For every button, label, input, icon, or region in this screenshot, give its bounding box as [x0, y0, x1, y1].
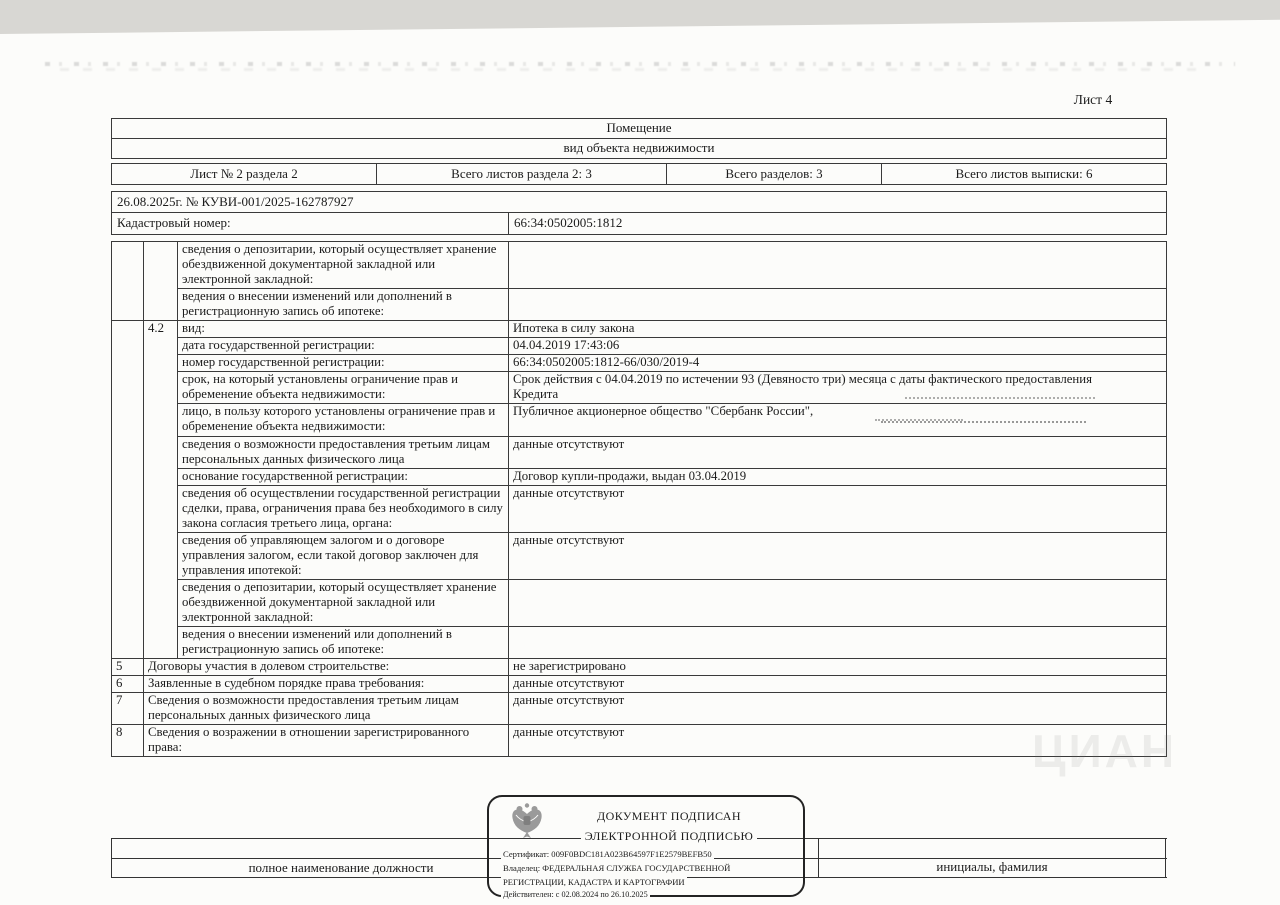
digital-signature-stamp	[487, 795, 805, 897]
redaction-marks	[905, 397, 1095, 399]
row-value: 66:34:0502005:1812-66/030/2019-4	[509, 354, 1166, 371]
row-label: ведения о внесении изменений или дополнений в регистрационную запись об ипотеке:	[178, 626, 509, 658]
row-label: лицо, в пользу которого установлены ограничение прав и обременение объекта недвижимости:	[178, 403, 509, 436]
object-type-table	[111, 118, 1167, 159]
row-value: Ипотека в силу закона	[513, 321, 635, 335]
row-value: данные отсутствуют	[509, 532, 1166, 579]
row-label: номер государственной регистрации:	[178, 354, 509, 371]
row-number-cell	[112, 242, 144, 320]
row-value-text: Срок действия с 04.04.2019 по истечении 93 (Девяносто три) месяца с даты фактического предоставления Кредита	[513, 372, 1092, 401]
russia-coat-of-arms-icon	[509, 802, 545, 846]
row-value: не зарегистрировано	[513, 659, 626, 673]
sheet-info-cell: Всего листов выписки: 6	[881, 164, 1166, 184]
object-type: Помещение	[606, 120, 672, 135]
name-caption: инициалы, фамилия	[936, 859, 1048, 874]
row-label: дата государственной регистрации:	[178, 337, 509, 354]
object-type-caption: вид объекта недвижимости	[112, 138, 1166, 158]
row-label: сведения о возможности предоставления третьим лицам персональных данных физического лица	[178, 436, 509, 468]
row-number-cell	[112, 321, 144, 658]
sheet-info-row	[111, 163, 1167, 185]
row-label: сведения о депозитарии, который осуществляет хранение обездвиженной документарной закладной или электронной закладной:	[178, 242, 509, 288]
sheet-info-cell: Всего разделов: 3	[666, 164, 881, 184]
sheet-info-cell: Лист № 2 раздела 2	[190, 166, 298, 181]
scan-top-edge	[0, 0, 1280, 34]
stamp-certificate: Сертификат: 009F0BDC181A023B64597F1E2579BEFB50	[503, 849, 712, 859]
sheet-info-cell: Всего листов раздела 2: 3	[376, 164, 666, 184]
row-value	[509, 403, 1166, 436]
row-label: сведения об осуществлении государственной регистрации сделки, права, ограничения права без необходимого в силу закона согласия третьего лица, органа:	[178, 485, 509, 532]
row-value: 04.04.2019 17:43:06	[509, 337, 1166, 354]
redaction-marks	[881, 421, 1086, 423]
row-value: данные отсутствуют	[513, 693, 625, 707]
cadastral-value: 66:34:0502005:1812	[514, 215, 623, 230]
table-section-continuation	[112, 242, 1166, 320]
row-value: данные отсутствуют	[513, 676, 625, 690]
cadastral-number-row	[112, 212, 1166, 234]
row-number: 7	[112, 693, 144, 724]
scan-noise-streak	[45, 62, 1235, 66]
stamp-validity: Действителен: с 02.08.2024 по 26.10.2025	[503, 890, 648, 899]
row-number: 8	[112, 725, 144, 756]
main-table	[111, 241, 1167, 757]
row-value-text: Публичное акционерное общество "Сбербанк России",	[513, 404, 814, 418]
stamp-title-line2: ЭЛЕКТРОННОЙ ПОДПИСЬЮ	[541, 829, 797, 844]
section-number: 4.2	[144, 321, 178, 658]
row-subnumber-cell	[144, 242, 178, 320]
extract-request-line: 26.08.2025г. № КУВИ-001/2025-162787927	[117, 194, 354, 209]
row-label: вид:	[178, 321, 509, 337]
sheet-number: Лист 4	[1073, 92, 1113, 107]
row-label: основание государственной регистрации:	[178, 468, 509, 485]
watermark: ЦИАН	[1032, 725, 1178, 777]
row-label: Сведения о возможности предоставления третьим лицам персональных данных физического лица	[144, 693, 509, 724]
row-label: Сведения о возражении в отношении зарегистрированного права:	[144, 725, 509, 756]
row-label: сведения об управляющем залогом и о договоре управления залогом, если такой договор заключен для управления ипотекой:	[178, 532, 509, 579]
row-value	[509, 579, 1166, 626]
row-label: ведения о внесении изменений или дополнений в регистрационную запись об ипотеке:	[178, 288, 509, 320]
table-row	[112, 675, 1166, 692]
row-value: данные отсутствуют	[509, 485, 1166, 532]
scan-noise-streak	[60, 68, 1210, 71]
stamp-owner-line2: РЕГИСТРАЦИИ, КАДАСТРА И КАРТОГРАФИИ	[503, 877, 685, 887]
row-label: сведения о депозитарии, который осуществляет хранение обездвиженной документарной закладной или электронной закладной:	[178, 579, 509, 626]
row-label: Договоры участия в долевом строительстве:	[144, 659, 509, 675]
row-value	[509, 626, 1166, 658]
stamp-title-line1: ДОКУМЕНТ ПОДПИСАН	[541, 809, 797, 824]
table-row	[112, 692, 1166, 724]
table-section-4-2	[112, 320, 1166, 658]
row-value	[509, 288, 1166, 320]
table-row	[112, 724, 1166, 756]
redaction-marks	[875, 419, 963, 421]
request-cadastral-table	[111, 191, 1167, 235]
row-label: Заявленные в судебном порядке права требования:	[144, 676, 509, 692]
position-caption: полное наименование должности	[248, 860, 434, 875]
row-number: 6	[112, 676, 144, 692]
cadastral-label: Кадастровый номер:	[112, 213, 509, 234]
row-value: данные отсутствуют	[509, 436, 1166, 468]
row-label: срок, на который установлены ограничение прав и обременение объекта недвижимости:	[178, 371, 509, 403]
table-row	[112, 658, 1166, 675]
row-number: 5	[112, 659, 144, 675]
row-value: данные отсутствуют	[513, 725, 625, 739]
row-value: Договор купли-продажи, выдан 03.04.2019	[509, 468, 1166, 485]
row-value	[509, 242, 1166, 288]
stamp-owner-line1: Владелец: ФЕДЕРАЛЬНАЯ СЛУЖБА ГОСУДАРСТВЕННОЙ	[503, 863, 731, 873]
